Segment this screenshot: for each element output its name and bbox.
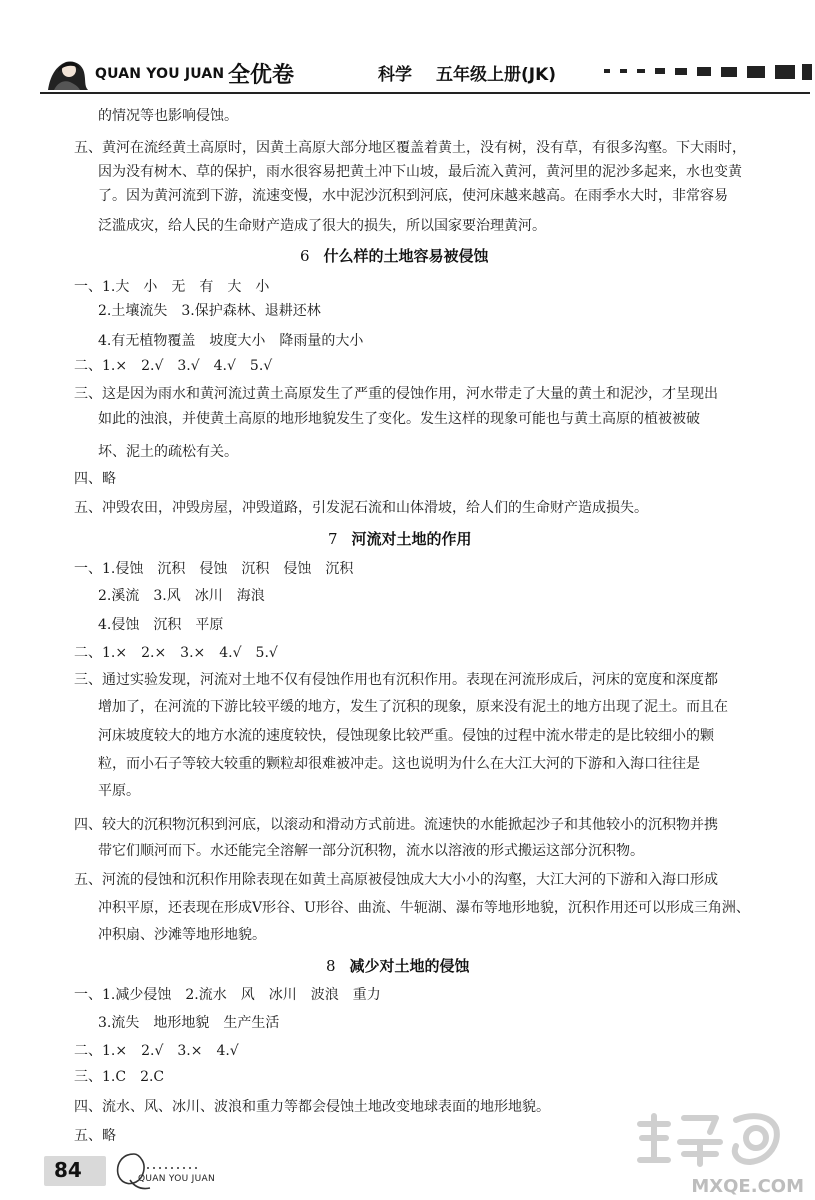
text-line: 2.土壤流失 3.保护森林、退耕还林 (98, 303, 321, 319)
text-line: 一、1.大 小 无 有 大 小 (74, 279, 270, 295)
page-number: 84 (54, 1158, 82, 1182)
text-line: 平原。 (98, 783, 140, 799)
text-line: 泛滥成灾，给人民的生命财产造成了很大的损失，所以国家要治理黄河。 (98, 218, 546, 234)
text-line: 3.流失 地形地貌 生产生活 (98, 1015, 280, 1031)
subject-label: 科学 (378, 65, 412, 85)
text-line: 三、这是因为雨水和黄河流过黄土高原发生了严重的侵蚀作用，河水带走了大量的黄土和泥沙，才呈现出 (74, 386, 718, 402)
text-line: 一、1.侵蚀 沉积 侵蚀 沉积 侵蚀 沉积 (74, 561, 354, 577)
dash-decoration-icon (604, 64, 812, 80)
text-line: 二、1.× 2.√ 3.√ 4.√ 5.√ (74, 358, 273, 374)
text-line: 坏、泥土的疏松有关。 (98, 444, 238, 460)
header-rule (40, 92, 810, 94)
brand-logo-cn: 全优卷 (228, 63, 295, 88)
text-line: 一、1.减少侵蚀 2.流水 风 冰川 波浪 重力 (74, 987, 381, 1003)
section-title-text: 减少对土地的侵蚀 (349, 957, 470, 975)
grade-label: 五年级上册(JK) (436, 65, 557, 85)
page-header (0, 0, 815, 96)
text-line: 因为没有树木、草的保护，雨水很容易把黄土冲下山坡，最后流入黄河，黄河里的泥沙多起来，水也变黄 (98, 164, 742, 180)
text-line: 三、1.C 2.C (74, 1069, 165, 1085)
section-title-text: 什么样的土地容易被侵蚀 (323, 247, 489, 265)
text-line: 河床坡度较大的地方水流的速度较快，侵蚀现象比较严重。侵蚀的过程中流水带走的是比较细小的颗 (98, 728, 714, 744)
text-line: 四、流水、风、冰川、波浪和重力等都会侵蚀土地改变地球表面的地形地貌。 (74, 1099, 550, 1115)
text-line: 四、较大的沉积物沉积到河底，以滚动和滑动方式前进。流速快的水能掀起沙子和其他较小的沉积物并携 (74, 817, 718, 833)
section-title-8 (326, 957, 470, 975)
text-line: 冲积扇、沙滩等地形地貌。 (98, 927, 266, 943)
section-number: 7 (328, 530, 338, 548)
text-line: 冲积平原，还表现在形成V形谷、U形谷、曲流、牛轭湖、瀑布等地形地貌，沉积作用还可以形成三角洲、 (98, 900, 750, 916)
text-line: 二、1.× 2.× 3.× 4.√ 5.√ (74, 645, 278, 661)
girl-logo-icon (44, 52, 90, 92)
text-line: 二、1.× 2.√ 3.× 4.√ (74, 1043, 239, 1059)
text-line: 如此的浊浪，并使黄土高原的地形地貌发生了变化。发生这样的现象可能也与黄土高原的植被被破 (98, 411, 700, 427)
section-number: 8 (326, 957, 336, 975)
brand-logo-text: QUAN YOU JUAN (95, 66, 225, 82)
text-line: 五、略 (74, 1128, 116, 1144)
text-line: 增加了，在河流的下游比较平缓的地方，发生了沉积的现象，原来没有泥土的地方出现了泥土。而且在 (98, 699, 728, 715)
text-line: 五、冲毁农田，冲毁房屋，冲毁道路，引发泥石流和山体滑坡，给人们的生命财产造成损失。 (74, 500, 648, 516)
footer-dots-icon (146, 1166, 202, 1170)
watermark-text: MXQE.COM (691, 1176, 804, 1196)
text-line: 带它们顺河而下。水还能完全溶解一部分沉积物，流水以溶液的形式搬运这部分沉积物。 (98, 843, 644, 859)
text-line: 的情况等也影响侵蚀。 (98, 108, 238, 124)
q-logo-icon (112, 1150, 152, 1192)
section-title-text: 河流对土地的作用 (351, 530, 472, 548)
text-line: 了。因为黄河流到下游，流速变慢，水中泥沙沉积到河底，使河床越来越高。在雨季水大时，非常容易 (98, 188, 728, 204)
text-line: 四、略 (74, 471, 116, 487)
text-line: 三、通过实验发现，河流对土地不仅有侵蚀作用也有沉积作用。表现在河流形成后，河床的宽度和深度都 (74, 672, 718, 688)
section-title-6 (300, 247, 489, 265)
section-number: 6 (300, 247, 310, 265)
footer-logo-text: QUAN YOU JUAN (138, 1174, 215, 1184)
text-line: 4.侵蚀 沉积 平原 (98, 617, 224, 633)
text-line: 五、河流的侵蚀和沉积作用除表现在如黄土高原被侵蚀成大大小小的沟壑，大江大河的下游和入海口形成 (74, 872, 718, 888)
text-line: 4.有无植物覆盖 坡度大小 降雨量的大小 (98, 333, 364, 349)
section-title-7 (328, 530, 472, 548)
text-line: 五、黄河在流经黄土高原时，因黄土高原大部分地区覆盖着黄土，没有树，没有草，有很多沟壑。下大雨时， (74, 140, 746, 156)
text-line: 粒，而小石子等较大较重的颗粒却很难被冲走。这也说明为什么在大江大河的下游和入海口往往是 (98, 756, 700, 772)
text-line: 2.溪流 3.风 冰川 海浪 (98, 588, 265, 604)
watermark-logo (620, 1108, 810, 1196)
